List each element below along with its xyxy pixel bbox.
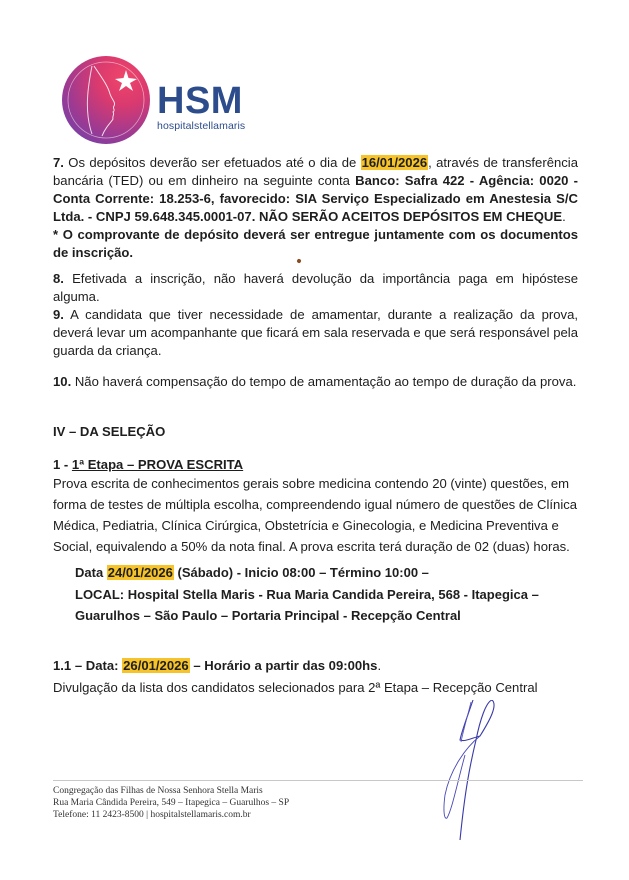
item-10 (53, 373, 578, 391)
results-date: 26/01/2026 (123, 658, 189, 673)
logo-subtitle: hospitalstellamaris (157, 120, 246, 132)
item-text: Os depósitos deverão ser efetuados até o dia de (63, 155, 361, 170)
exam-time: (Sábado) - Inicio 08:00 – Término 10:00 – (173, 565, 429, 580)
exam-date-label: Data (75, 565, 107, 580)
item-text: , através de transferência bancária (TED) ou em dinheiro na seguinte conta (53, 155, 578, 188)
item-number: 7. (53, 155, 64, 170)
section-title: IV – DA SELEÇÃO (53, 424, 166, 439)
step-1-1-heading (53, 657, 578, 675)
footer-divider (53, 780, 583, 781)
item-text: A candidata que tiver necessidade de amamentar, durante a realização da prova, deverá levar um acompanhante que ficará em sala reservada e que será responsável pela guarda da criança. (53, 307, 578, 358)
punctuation: . (377, 658, 382, 673)
exam-location-line-1: LOCAL: Hospital Stella Maris - Rua Maria Candida Pereira, 568 - Itapegica – (75, 587, 539, 602)
step-title: 1ª Etapa – PROVA ESCRITA (71, 457, 244, 472)
footer-address: Rua Maria Cândida Pereira, 549 – Itapegica – Guarulhos – SP (53, 798, 290, 808)
item-7 (53, 154, 578, 262)
item-text: . (562, 209, 566, 224)
exam-date: 24/01/2026 (107, 565, 173, 580)
exam-location-line-2: Guarulhos – São Paulo – Portaria Principal - Recepção Central (75, 608, 461, 623)
exam-date-line (75, 564, 575, 582)
deposit-note: * O comprovante de depósito deverá ser entregue juntamente com os documentos de inscrição. (53, 227, 578, 260)
item-text: Efetivada a inscrição, não haverá devolução da importância paga em hipóstese alguma. (53, 271, 578, 304)
results-time: – Horário a partir das 09:00hs (189, 658, 378, 673)
step-prefix: 1 - (53, 457, 72, 472)
step-prefix: 1.1 – Data: (53, 658, 123, 673)
footer (53, 785, 289, 821)
signature-icon (440, 700, 530, 840)
logo-emblem-icon (62, 56, 150, 144)
deposit-deadline-date: 16/01/2026 (361, 155, 428, 170)
bank-details: Banco: Safra 422 - Agência: 0020 - Conta Corrente: 18.253-6, favorecido: SIA Serviço Especializado em Anestesia S/C Ltda. - CNPJ 59.648.345.0001-07. NÃO SERÃO ACEITOS DEPÓSITOS EM CHEQUE (53, 173, 578, 224)
footer-organization: Congregação das Filhas de Nossa Senhora Stella Maris (53, 786, 263, 796)
footer-contact: Telefone: 11 2423-8500 | hospitalstellamaris.com.br (53, 810, 251, 820)
step-1-description: Prova escrita de conhecimentos gerais sobre medicina contendo 20 (vinte) questões, em forma de testes de múltipla escolha, compreendendo igual número de questões de Clínica Médica, Pediatria, Clínica Cirúrgica, Obstetrícia e Ginecologia, e Medicina Preventiva e Social, equivalendo a 50% da nota final. A prova escrita terá duração de 02 (duas) horas. (53, 476, 578, 554)
hsm-logo (62, 56, 262, 146)
item-text: Não haverá compensação do tempo de amamentação ao tempo de duração da prova. (71, 374, 577, 389)
item-number: 8. (53, 271, 64, 286)
item-8 (53, 270, 578, 306)
step-1-1-description: Divulgação da lista dos candidatos selecionados para 2ª Etapa – Recepção Central (53, 680, 538, 695)
item-9 (53, 306, 578, 360)
logo-title: HSM (157, 80, 243, 122)
item-number: 9. (53, 307, 64, 322)
item-number: 10. (53, 374, 72, 389)
step-1-heading (53, 456, 578, 474)
